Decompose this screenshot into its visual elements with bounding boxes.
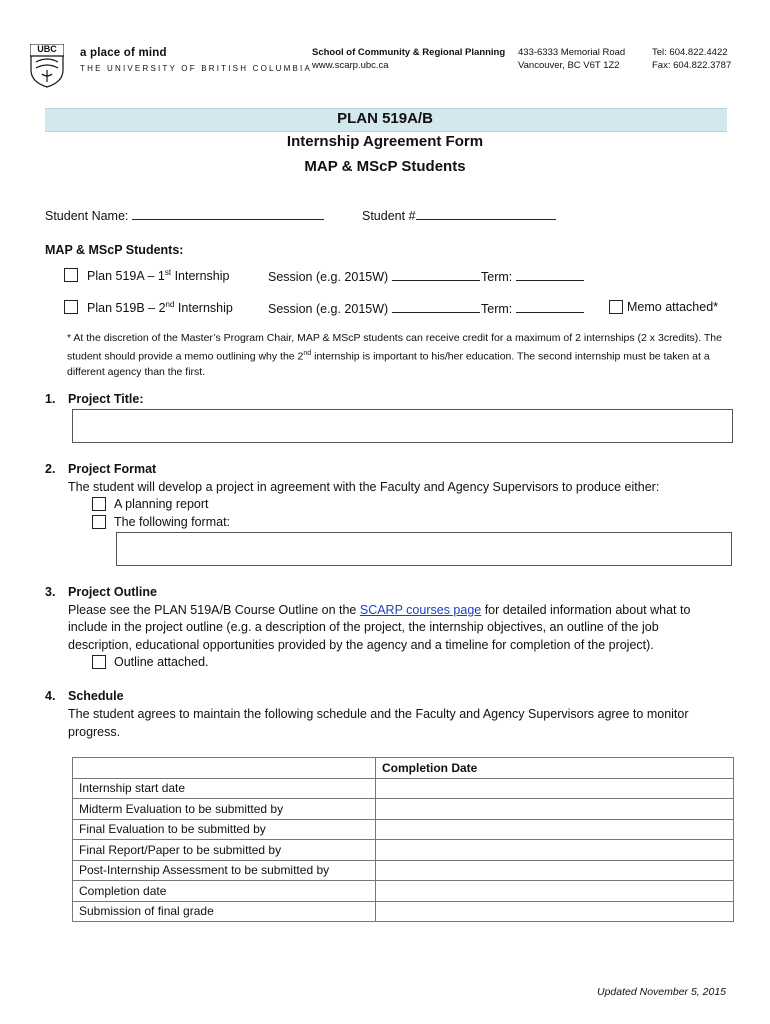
completion-date-cell[interactable] — [376, 840, 734, 861]
plan-519b-term-row — [481, 300, 584, 316]
table-cell-label: Final Report/Paper to be submitted by — [73, 840, 376, 861]
table-row — [73, 819, 734, 840]
section-4-line1: The student agrees to maintain the following schedule and the Faculty and Agency Supervisors agree to monitor — [68, 707, 689, 721]
section-2-description: The student will develop a project in agreement with the Faculty and Agency Supervisors to produce either: — [68, 480, 660, 494]
section-2-title: Project Format — [68, 462, 157, 476]
completion-date-header: Completion Date — [376, 758, 734, 779]
telephone: Tel: 604.822.4422 — [652, 47, 728, 58]
plan-519a-label: Plan 519A – 1st Internship — [87, 268, 230, 284]
project-title-input[interactable] — [72, 409, 733, 443]
table-header-cell — [73, 758, 376, 779]
plan-519b-session-field[interactable] — [392, 300, 480, 313]
plan-519a-session-row — [268, 268, 480, 284]
school-address — [518, 46, 625, 72]
planning-report-label: A planning report — [114, 497, 209, 511]
term-label: Term: — [481, 302, 513, 316]
plan-519a-term-field[interactable] — [516, 268, 584, 281]
address-line1: 433-6333 Memorial Road — [518, 47, 626, 58]
session-label: Session (e.g. 2015W) — [268, 302, 389, 316]
plan-519a-term-row — [481, 268, 584, 284]
term-label: Term: — [481, 270, 513, 284]
table-cell-label: Final Evaluation to be submitted by — [73, 819, 376, 840]
table-row — [73, 778, 734, 799]
table-cell-label: Completion date — [73, 881, 376, 902]
plan-519a-checkbox[interactable] — [64, 268, 78, 282]
students-heading: MAP & MScP Students: — [45, 243, 184, 257]
plan-519a-session-field[interactable] — [392, 268, 480, 281]
plan-519b-term-field[interactable] — [516, 300, 584, 313]
tagline: a place of mind — [80, 47, 167, 59]
completion-date-cell[interactable] — [376, 819, 734, 840]
table-cell-label: Post-Internship Assessment to be submitted by — [73, 860, 376, 881]
memo-footnote: * At the discretion of the Master’s Program Chair, MAP & MScP students can receive credit for a maximum of 2 internships (2 x 3credits). The student should provide a memo outlining why the 2nd internship is important to his/her education. The second internship must be taken at a different agency than the first. — [67, 332, 722, 378]
format-description-input[interactable] — [116, 532, 732, 566]
session-label: Session (e.g. 2015W) — [268, 270, 389, 284]
outline-attached-checkbox[interactable] — [92, 655, 106, 669]
form-title: Internship Agreement Form — [286, 133, 484, 150]
section-4-line2: progress. — [68, 725, 121, 739]
section-1-number: 1. — [45, 392, 56, 406]
table-row — [73, 860, 734, 881]
address-line2: Vancouver, BC V6T 1Z2 — [518, 60, 620, 71]
student-name-row — [45, 207, 324, 223]
school-name: School of Community & Regional Planning — [312, 47, 506, 58]
completion-date-cell[interactable] — [376, 860, 734, 881]
completion-date-cell[interactable] — [376, 799, 734, 820]
completion-date-cell[interactable] — [376, 901, 734, 922]
student-name-label: Student Name: — [45, 209, 129, 223]
memo-attached-checkbox[interactable] — [609, 300, 623, 314]
following-format-checkbox[interactable] — [92, 515, 106, 529]
schedule-table — [72, 757, 734, 922]
table-row — [73, 881, 734, 902]
section-3-line1: Please see the PLAN 519A/B Course Outline on the SCARP courses page for detailed information about what to — [68, 603, 691, 617]
scarp-courses-link[interactable]: SCARP courses page — [359, 603, 482, 617]
section-2-number: 2. — [45, 462, 56, 476]
following-format-label: The following format: — [114, 515, 231, 529]
table-row — [73, 799, 734, 820]
school-contact — [652, 46, 731, 72]
outline-attached-label: Outline attached. — [114, 655, 209, 669]
student-number-label: Student # — [362, 209, 416, 223]
table-header-row — [73, 758, 734, 779]
school-info — [312, 46, 505, 72]
section-3-number: 3. — [45, 585, 56, 599]
table-cell-label: Internship start date — [73, 778, 376, 799]
table-row — [73, 901, 734, 922]
table-cell-label: Midterm Evaluation to be submitted by — [73, 799, 376, 820]
section-4-number: 4. — [45, 689, 56, 703]
table-row — [73, 840, 734, 861]
section-1-title: Project Title: — [68, 392, 144, 406]
completion-date-cell[interactable] — [376, 778, 734, 799]
planning-report-checkbox[interactable] — [92, 497, 106, 511]
section-3-title: Project Outline — [68, 585, 157, 599]
updated-date: Updated November 5, 2015 — [597, 986, 726, 998]
memo-attached-label: Memo attached* — [627, 300, 719, 314]
plan-519b-label: Plan 519B – 2nd Internship — [87, 300, 233, 316]
course-title: PLAN 519A/B — [337, 110, 433, 127]
completion-date-cell[interactable] — [376, 881, 734, 902]
student-name-field[interactable] — [132, 207, 324, 220]
student-number-field[interactable] — [416, 207, 556, 220]
logo-text: UBC — [37, 44, 57, 54]
table-cell-label: Submission of final grade — [73, 901, 376, 922]
audience-title: MAP & MScP Students — [304, 158, 466, 175]
university-name: THE UNIVERSITY OF BRITISH COLUMBIA — [80, 64, 313, 73]
plan-519b-checkbox[interactable] — [64, 300, 78, 314]
section-3-line2: include in the project outline (e.g. a description of the project, the internship objectives, an outline of the job — [68, 620, 659, 634]
section-4-title: Schedule — [68, 689, 124, 703]
section-3-line3: description, educational opportunities provided by the agency and a timeline for completion of the project). — [68, 638, 654, 652]
plan-519b-session-row — [268, 300, 480, 316]
school-website[interactable]: www.scarp.ubc.ca — [312, 60, 389, 71]
fax: Fax: 604.822.3787 — [652, 60, 732, 71]
student-number-row — [362, 207, 556, 223]
